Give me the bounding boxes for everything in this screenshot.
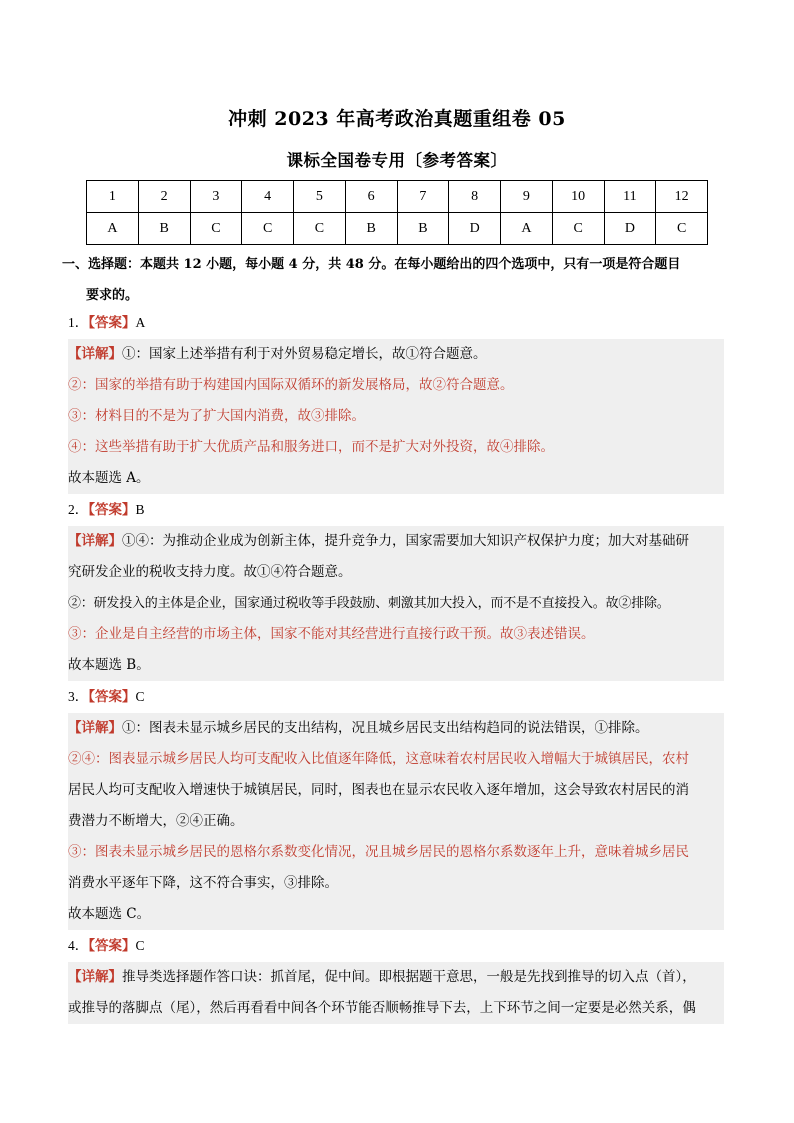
answer-cell: A: [501, 213, 553, 245]
detail-line: [68, 962, 724, 993]
answer-value: B: [135, 502, 145, 517]
question-number-cell: 6: [345, 181, 397, 213]
question-number-cell: 7: [397, 181, 449, 213]
detail-label: 【详解】: [68, 533, 122, 549]
instructions-line: 一、选择题：本题共 12 小题，每小题 4 分，共 48 分。在每小题给出的四个选项中，只有一项是符合题目: [62, 257, 681, 272]
detail-line: [68, 713, 724, 744]
question-number: 4．: [68, 938, 89, 953]
question-number-cell: 12: [656, 181, 708, 213]
answer-cell: B: [138, 213, 190, 245]
question-number: 1．: [68, 315, 89, 330]
answer-label: 【答案】: [88, 315, 136, 331]
section-instructions: [62, 249, 732, 311]
answer-value: C: [135, 938, 145, 953]
detail-line: ③：材料目的不是为了扩大国内消费，故③排除。: [68, 401, 724, 432]
answer-cell: C: [242, 213, 294, 245]
detail-label: 【详解】: [68, 346, 122, 362]
answer-cell: D: [449, 213, 501, 245]
answer-cell: A: [87, 213, 139, 245]
question-number-cell: 3: [190, 181, 242, 213]
detail-line: [68, 526, 724, 557]
detail-label: 【详解】: [68, 720, 122, 736]
detail-text: ①④：为推动企业成为创新主体，提升竞争力，国家需要加大知识产权保护力度；加大对基础研: [122, 533, 689, 549]
answer-cell: C: [552, 213, 604, 245]
question-number: 2．: [68, 502, 89, 517]
detail-line: 究研发企业的税收支持力度。故①④符合题意。: [68, 557, 724, 588]
detail-line: 消费水平逐年下降，这不符合事实，③排除。: [68, 868, 724, 899]
detail-conclusion: 故本题选 A。: [68, 463, 724, 494]
detail-label: 【详解】: [68, 969, 122, 985]
detail-text: ①：图表未显示城乡居民的支出结构，况且城乡居民支出结构趋同的说法错误，①排除。: [122, 720, 649, 736]
detail-line: 居民人均可支配收入增速快于城镇居民，同时，图表也在显示农民收入逐年增加，这会导致农村居民的消: [68, 775, 724, 806]
question-number-cell: 11: [604, 181, 656, 213]
answer-cell: C: [656, 213, 708, 245]
answer-cell: B: [397, 213, 449, 245]
detail-line: ②：研发投入的主体是企业，国家通过税收等手段鼓励、刺激其加大投入，而不是不直接投入。故②排除。: [68, 588, 724, 619]
question-1-answer: [68, 307, 145, 338]
page-title: 冲刺 2023 年高考政治真题重组卷 05: [228, 108, 566, 130]
answer-table-answer-row: [87, 213, 708, 245]
answer-cell: D: [604, 213, 656, 245]
answer-key-table: [86, 180, 708, 245]
detail-conclusion: 故本题选 B。: [68, 650, 724, 681]
detail-line: ③：图表未显示城乡居民的恩格尔系数变化情况，况且城乡居民的恩格尔系数逐年上升，意味着城乡居民: [68, 837, 724, 868]
answer-label: 【答案】: [88, 502, 136, 518]
question-3-answer: [68, 681, 145, 712]
detail-line: ②：国家的举措有助于构建国内国际双循环的新发展格局，故②符合题意。: [68, 370, 724, 401]
instructions-line: 要求的。: [86, 288, 139, 303]
detail-line: 费潜力不断增大，②④正确。: [68, 806, 724, 837]
answer-label: 【答案】: [88, 689, 136, 705]
answer-value: C: [135, 689, 145, 704]
detail-text: ①：国家上述举措有利于对外贸易稳定增长，故①符合题意。: [122, 346, 487, 362]
answer-cell: C: [294, 213, 346, 245]
question-number-cell: 2: [138, 181, 190, 213]
question-number-cell: 1: [87, 181, 139, 213]
question-number-cell: 8: [449, 181, 501, 213]
question-number-cell: 5: [294, 181, 346, 213]
question-4-answer: [68, 930, 145, 961]
page-subtitle: 课标全国卷专用〔参考答案〕: [286, 151, 508, 170]
detail-line: 或推导的落脚点（尾），然后再看看中间各个环节能否顺畅推导下去，上下环节之间一定要是必然关系，偶: [68, 993, 724, 1024]
detail-line: ③：企业是自主经营的市场主体，国家不能对其经营进行直接行政干预。故③表述错误。: [68, 619, 724, 650]
detail-line: ②④：图表显示城乡居民人均可支配收入比值逐年降低，这意味着农村居民收入增幅大于城镇居民，农村: [68, 744, 724, 775]
answer-cell: B: [345, 213, 397, 245]
question-number-cell: 10: [552, 181, 604, 213]
answer-table-number-row: [87, 181, 708, 213]
detail-text: 推导类选择题作答口诀：抓首尾，促中间。即根据题干意思，一般是先找到推导的切入点（首），: [122, 969, 696, 985]
detail-line: ④：这些举措有助于扩大优质产品和服务进口，而不是扩大对外投资，故④排除。: [68, 432, 724, 463]
question-2-answer: [68, 494, 145, 525]
detail-line: [68, 339, 724, 370]
answer-label: 【答案】: [88, 938, 136, 954]
answer-value: A: [135, 315, 146, 330]
question-number-cell: 4: [242, 181, 294, 213]
detail-conclusion: 故本题选 C。: [68, 899, 724, 930]
question-number-cell: 9: [501, 181, 553, 213]
question-number: 3．: [68, 689, 89, 704]
answer-cell: C: [190, 213, 242, 245]
